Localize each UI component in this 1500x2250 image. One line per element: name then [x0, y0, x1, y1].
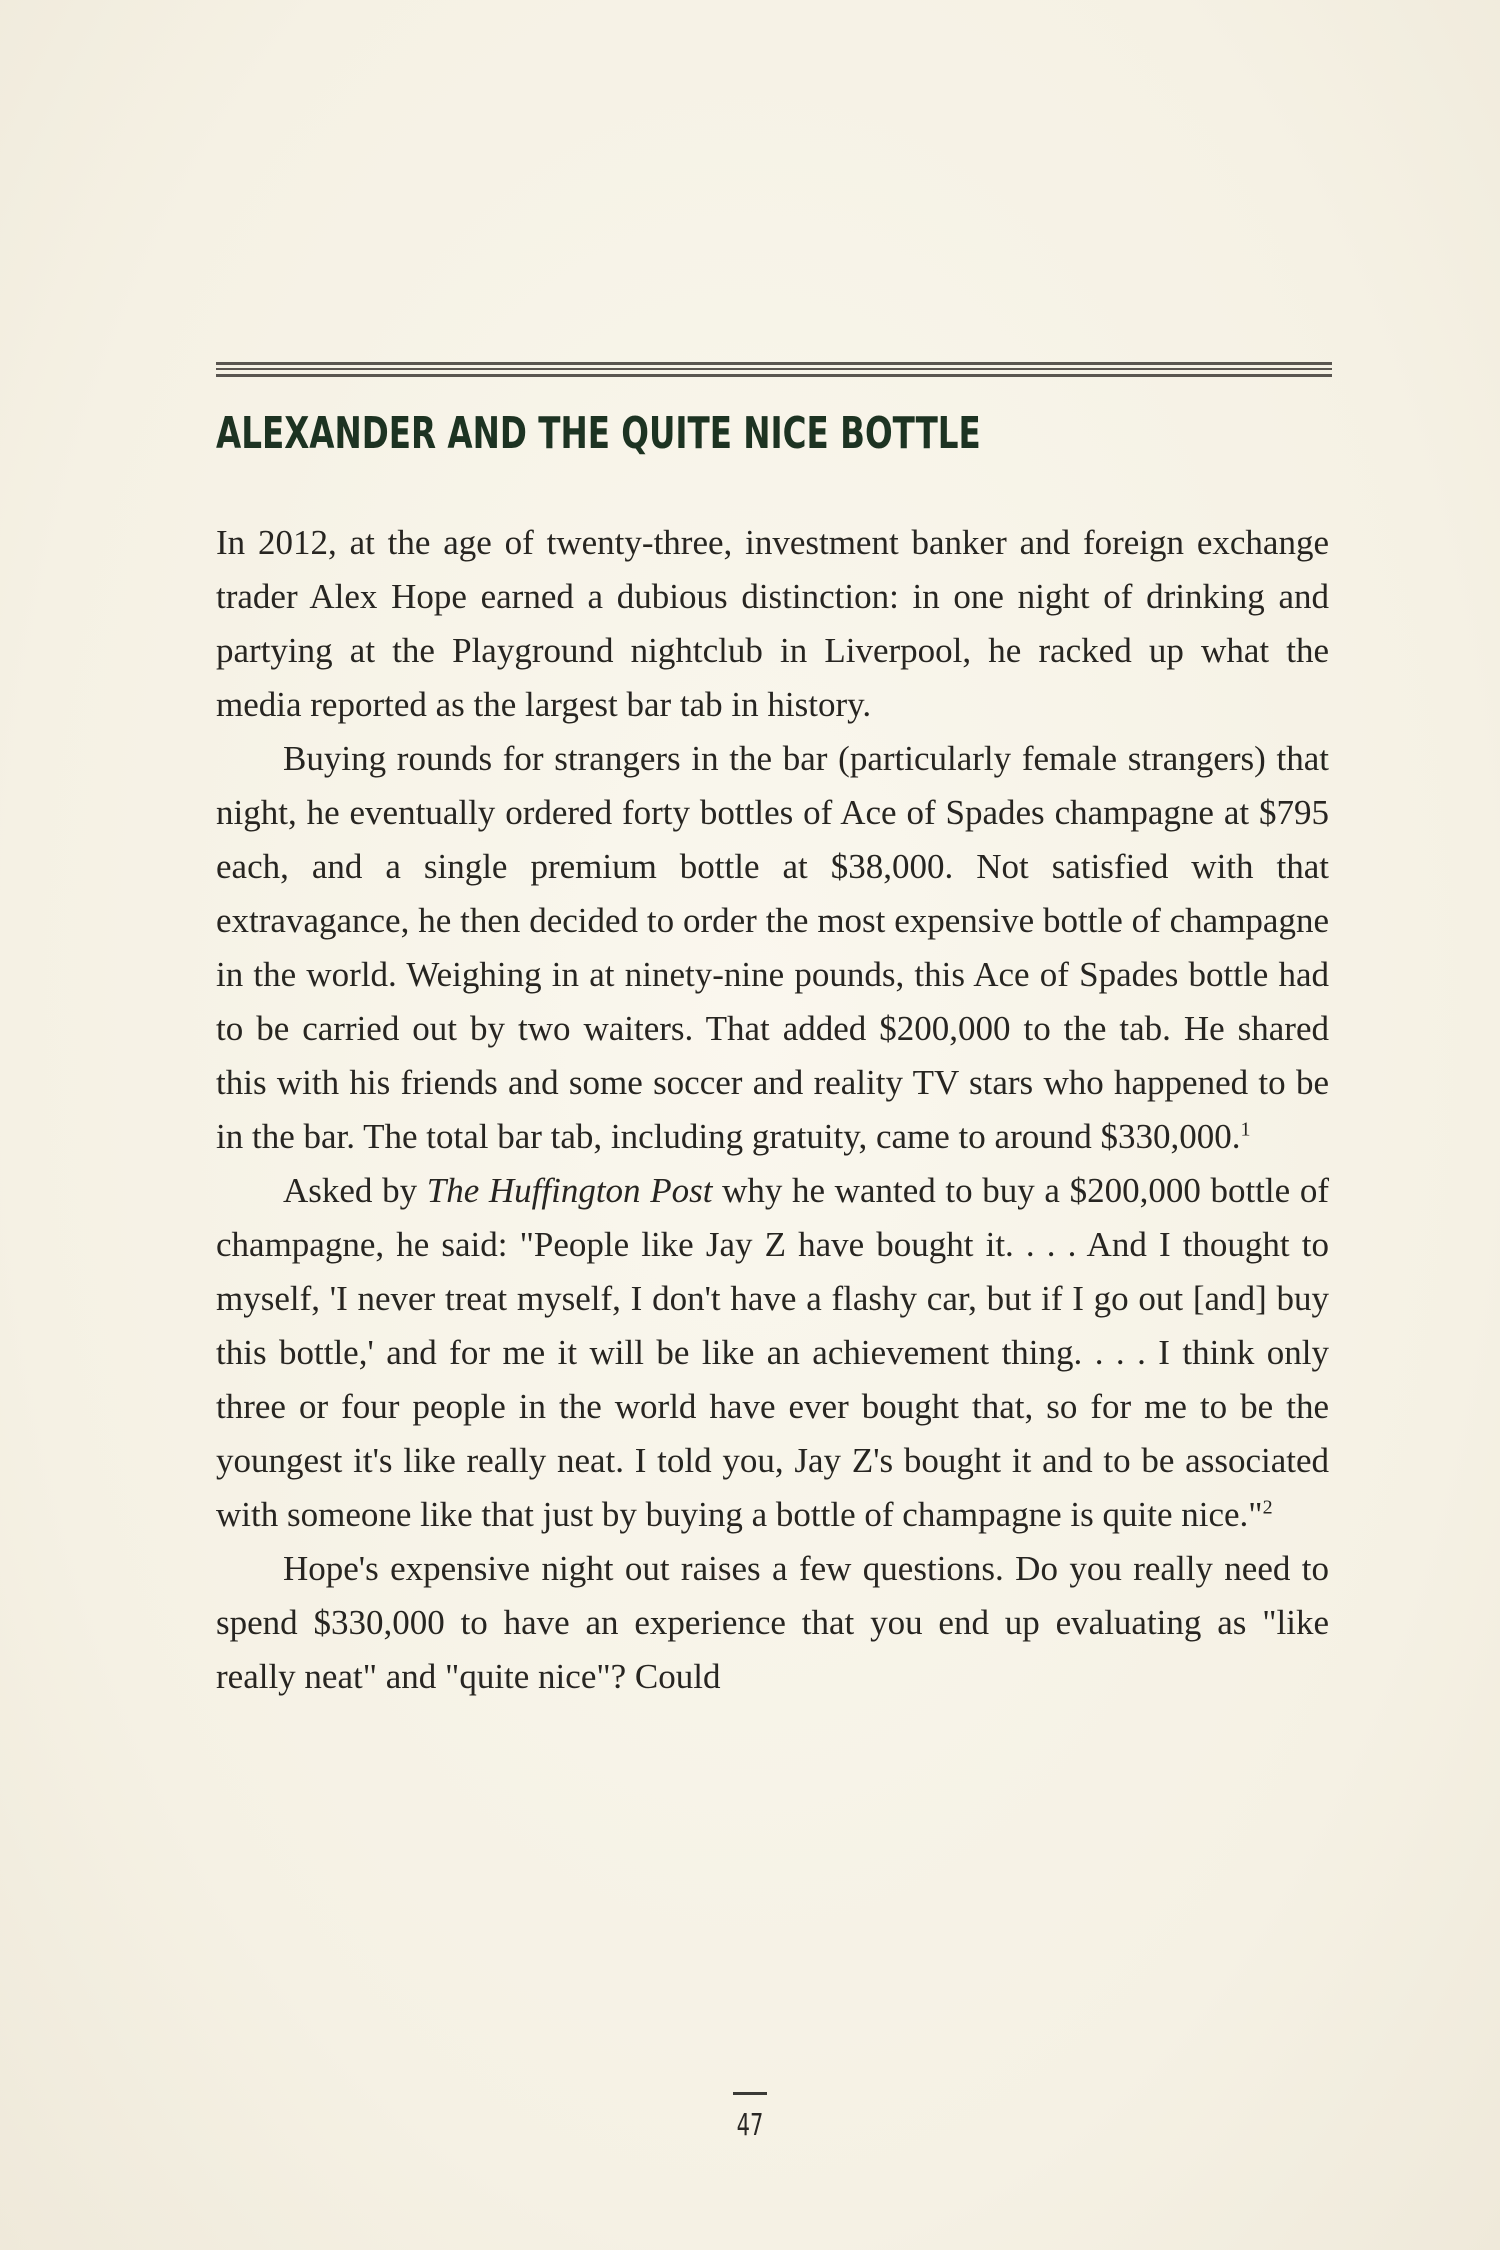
rule-line [216, 368, 1332, 370]
rule-line [216, 374, 1332, 377]
paragraph [216, 1542, 1329, 1704]
rule-line [216, 362, 1332, 365]
paragraph-text: Buying rounds for strangers in the bar (particularly female strangers) that night, he eventually ordered forty bottles of Ace of Spades champagne at $795 each, and a single premium bottle at $38,000. Not satisfied with that extravagance, he then decided to order the most expensive bottle of champagne in the world. Weighing in at ninety-nine pounds, this Ace of Spades bottle had to be carried out by two waiters. That added $200,000 to the tab. He shared this with his friends and some soccer and reality TV stars who happened to be in the bar. The total bar tab, including gratuity, came to around $330,000. [216, 739, 1329, 1156]
page-number-rule [733, 2092, 767, 2095]
paragraph [216, 1164, 1329, 1542]
body-text [216, 516, 1329, 1704]
paragraph-text: Hope's expensive night out raises a few questions. Do you really need to spend $330,000 to have an experience that you end up evaluating as "like really neat" and "quite nice"? Could [216, 1549, 1329, 1696]
paragraph [216, 732, 1329, 1164]
footnote-marker: 1 [1240, 1118, 1251, 1141]
publication-title: The Huffington Post [426, 1171, 713, 1210]
paragraph-prefix: Asked by [283, 1171, 427, 1210]
paragraph [216, 516, 1329, 732]
chapter-title-rule [216, 360, 1332, 380]
chapter-title: ALEXANDER AND THE QUITE NICE BOTTLE [216, 408, 981, 459]
page-number: 47 [736, 2108, 764, 2143]
paragraph-text: why he wanted to buy a $200,000 bottle of champagne, he said: "People like Jay Z have bought it. . . . And I thought to myself, 'I never treat myself, I don't have a flashy car, but if I go out [and] buy this bottle,' and for me it will be like an achievement thing. . . . I think only three or four people in the world have ever bought that, so for me to be the youngest it's like really neat. I told you, Jay Z's bought it and to be associated with someone like that just by buying a bottle of champagne is quite nice." [216, 1171, 1329, 1534]
footnote-marker: 2 [1262, 1496, 1273, 1519]
paragraph-text: In 2012, at the age of twenty-three, investment banker and foreign exchange trader Alex Hope earned a dubious distinction: in one night of drinking and partying at the Playground nightclub in Liverpool, he racked up what the media reported as the largest bar tab in history. [216, 523, 1329, 724]
